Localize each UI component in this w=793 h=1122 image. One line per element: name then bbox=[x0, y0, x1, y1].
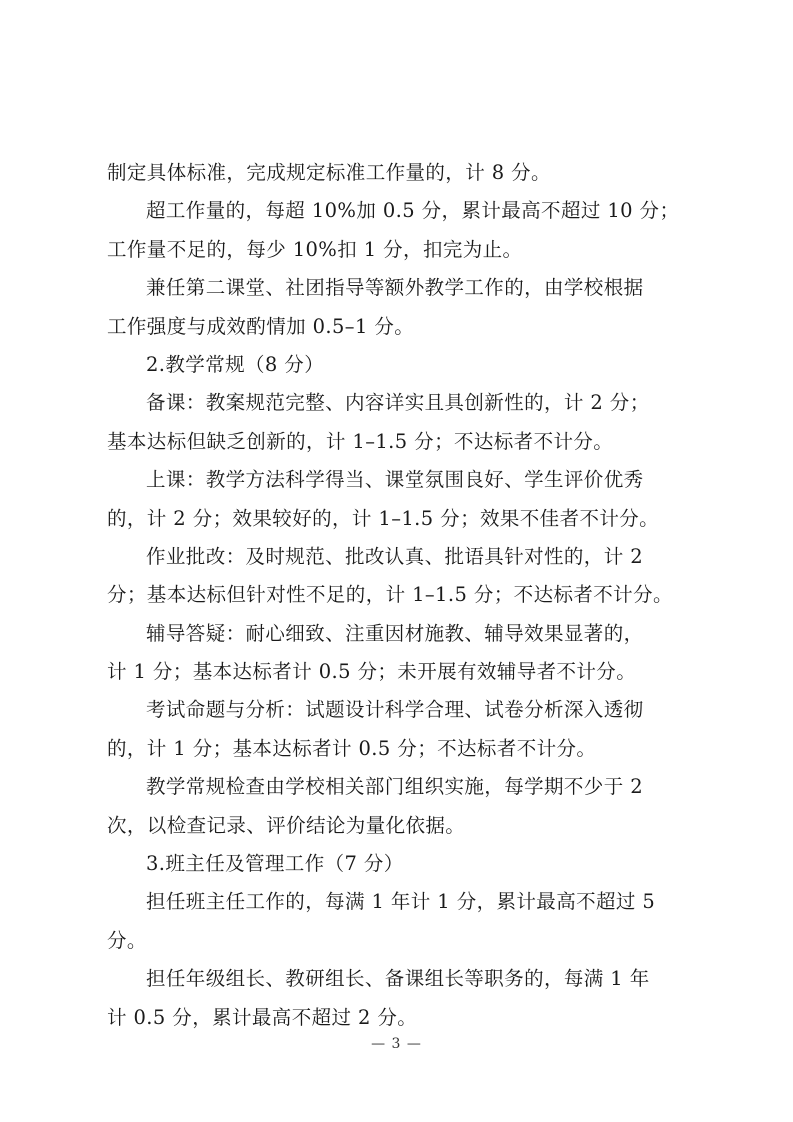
paragraph-line: 担任年级组长、教研组长、备课组长等职务的，每满 1 年 bbox=[146, 967, 650, 991]
page-number: — 3 — bbox=[371, 1036, 422, 1052]
paragraph-line: 考试命题与分析：试题设计科学合理、试卷分析深入透彻 bbox=[146, 698, 644, 722]
paragraph-line: 上课：教学方法科学得当、课堂氛围良好、学生评价优秀 bbox=[146, 468, 644, 492]
paragraph-line: 兼任第二课堂、社团指导等额外教学工作的，由学校根据 bbox=[146, 276, 644, 300]
paragraph-line: 超工作量的，每超 10%加 0.5 分，累计最高不超过 10 分； bbox=[146, 199, 680, 223]
paragraph-line: 工作量不足的，每少 10%扣 1 分，扣完为止。 bbox=[107, 237, 523, 261]
section-heading: 2.教学常规（8 分） bbox=[146, 352, 325, 376]
paragraph-line: 分。 bbox=[107, 928, 147, 952]
paragraph-line: 计 0.5 分，累计最高不超过 2 分。 bbox=[107, 1005, 418, 1029]
paragraph-line: 分；基本达标但针对性不足的，计 1–1.5 分；不达标者不计分。 bbox=[107, 583, 673, 607]
paragraph-line: 担任班主任工作的，每满 1 年计 1 分，累计最高不超过 5 bbox=[146, 890, 656, 914]
paragraph-line: 备课：教案规范完整、内容详实且具创新性的，计 2 分； bbox=[146, 391, 650, 415]
paragraph-line: 制定具体标准，完成规定标准工作量的，计 8 分。 bbox=[107, 161, 551, 184]
paragraph-line: 计 1 分；基本达标者计 0.5 分；未开展有效辅导者不计分。 bbox=[107, 660, 637, 684]
body-text bbox=[107, 154, 689, 1037]
paragraph-line: 的，计 2 分；效果较好的，计 1–1.5 分；效果不佳者不计分。 bbox=[107, 506, 660, 530]
paragraph-line: 作业批改：及时规范、批改认真、批语具针对性的，计 2 bbox=[146, 544, 644, 568]
paragraph-line: 工作强度与成效酌情加 0.5–1 分。 bbox=[107, 314, 415, 338]
paragraph-line: 辅导答疑：耐心细致、注重因材施教、辅导效果显著的， bbox=[146, 621, 644, 645]
paragraph-line: 基本达标但缺乏创新的，计 1–1.5 分；不达标者不计分。 bbox=[107, 429, 614, 453]
paragraph-line: 教学常规检查由学校相关部门组织实施，每学期不少于 2 bbox=[146, 775, 644, 799]
paragraph-line: 次，以检查记录、评价结论为量化依据。 bbox=[107, 813, 466, 837]
section-heading: 3.班主任及管理工作（7 分） bbox=[146, 852, 404, 876]
paragraph-line: 的，计 1 分；基本达标者计 0.5 分；不达标者不计分。 bbox=[107, 736, 597, 760]
